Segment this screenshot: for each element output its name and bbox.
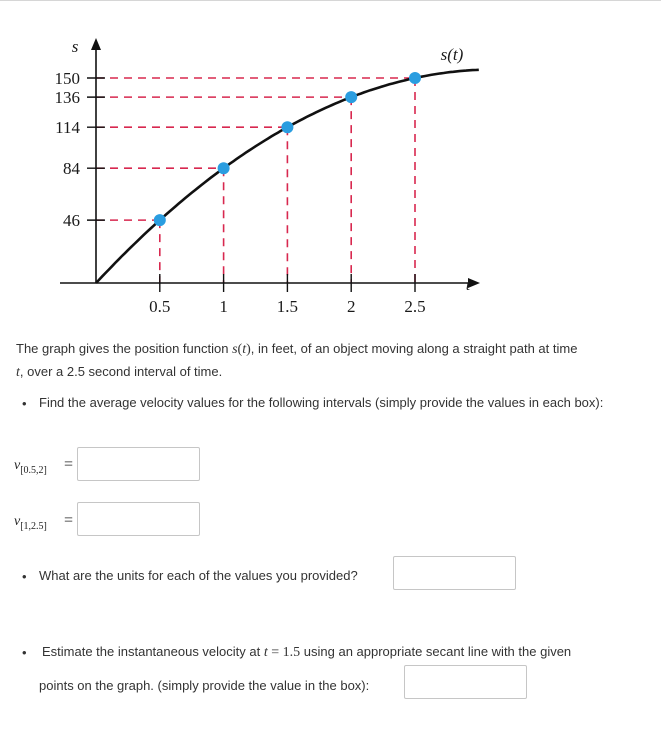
v2-answer-input[interactable] <box>77 502 200 536</box>
y-tick-label-0: 46 <box>63 211 80 231</box>
q1-text: Find the average velocity values for the following intervals (simply provide the values in each box): <box>39 395 604 410</box>
q3-line1 <box>42 641 652 664</box>
v1-symbol: v <box>14 458 21 473</box>
y-tick-label-2: 114 <box>55 118 80 138</box>
desc-s: s <box>232 342 238 357</box>
desc-paren-close: ) <box>246 342 251 357</box>
instant-velocity-input[interactable] <box>404 665 527 699</box>
guide-lines <box>96 78 415 283</box>
curve-label: s(t) <box>440 45 464 64</box>
q3-t: t <box>263 645 268 660</box>
bullet-1: • <box>22 396 27 411</box>
y-tick-label-4: 150 <box>54 69 80 88</box>
desc-line2-t: t <box>16 365 20 380</box>
data-point-3 <box>345 91 357 103</box>
position-graph <box>0 0 661 330</box>
v1-answer-input[interactable] <box>77 447 200 481</box>
q3-text-after: using an appropriate secant line with the given <box>300 644 572 659</box>
desc-t: t <box>242 342 247 357</box>
x-tick-label-4: 2.5 <box>404 297 426 316</box>
data-point-2 <box>281 121 293 133</box>
y-tick-label-3: 136 <box>54 88 80 108</box>
v2-symbol: v <box>14 514 21 529</box>
ticks <box>55 69 426 316</box>
data-point-4 <box>409 72 421 84</box>
desc-part1: The graph gives the position function <box>16 341 233 356</box>
y-axis-arrow <box>91 38 101 50</box>
desc-part2: , in feet, of an object moving along a straight path at time <box>250 341 578 356</box>
y-axis-label: s <box>71 37 79 56</box>
x-tick-label-0: 0.5 <box>149 297 171 316</box>
desc-line2-rest: , over a 2.5 second interval of time. <box>19 364 223 379</box>
data-point-1 <box>218 162 230 174</box>
x-tick-label-3: 2 <box>346 297 356 316</box>
v1-interval: [0.5,2] <box>20 464 47 476</box>
data-point-0 <box>154 214 166 226</box>
bullet-2: • <box>22 569 27 584</box>
q3-line2: points on the graph. (simply provide the value in the box): <box>39 678 370 693</box>
x-tick-label-2: 1.5 <box>276 297 299 316</box>
v1-label <box>14 458 47 476</box>
bullet-3: • <box>22 645 27 660</box>
q3-equals-value: = 1.5 <box>267 645 301 660</box>
desc-paren-open: ( <box>237 342 243 357</box>
q2-text: What are the units for each of the values you provided? <box>39 568 358 583</box>
v2-equals: = <box>64 512 74 529</box>
description <box>16 338 651 384</box>
units-answer-input[interactable] <box>393 556 516 590</box>
v1-equals: = <box>64 456 74 473</box>
v2-label <box>14 514 47 532</box>
y-tick-label-1: 84 <box>63 159 80 179</box>
x-axis-label: t <box>465 278 471 294</box>
x-tick-label-1: 1 <box>219 297 228 316</box>
v2-interval: [1,2.5] <box>20 520 47 532</box>
q3-text-before: Estimate the instantaneous velocity at <box>42 644 264 659</box>
